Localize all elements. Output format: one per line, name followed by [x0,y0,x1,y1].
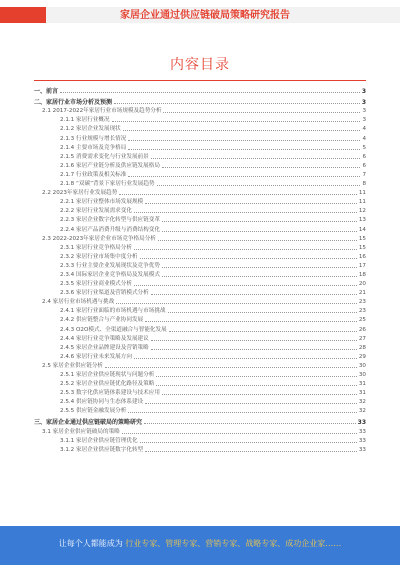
toc-dot-leader [158,240,357,241]
toc-dot-leader [128,412,357,413]
toc-entry-page: 21 [358,290,366,297]
toc-dot-leader [105,367,357,368]
toc-dot-leader [163,112,360,113]
toc-dot-leader [140,442,357,443]
toc-dot-leader [128,176,360,177]
toc-entry[interactable] [34,379,366,388]
toc-entry[interactable] [34,352,366,361]
toc-dot-leader [168,312,357,313]
toc-entry[interactable] [34,115,366,124]
toc-dot-leader [114,103,360,104]
toc-entry-label: 2.1.1 家居行业概况 [60,117,110,124]
toc-dot-leader [151,158,361,159]
toc-dot-leader [162,267,357,268]
toc-entry-page: 32 [358,399,366,406]
toc-entry-page: 6 [362,153,366,160]
toc-entry[interactable] [34,97,366,106]
toc-dot-leader [119,194,357,195]
toc-entry[interactable] [34,288,366,297]
toc-entry[interactable] [34,343,366,352]
toc-entry-page: 20 [358,281,366,288]
toc-entry[interactable] [34,406,366,415]
toc-dot-leader [145,403,357,404]
toc-entry-page: 12 [358,208,366,215]
toc-entry-label: 2.1.6 家居产业链分析及供应链发展格局 [60,162,160,169]
toc-entry-page: 33 [357,419,366,427]
toc-entry-label: 2.4 家居行业市场机遇与挑战 [42,299,115,306]
toc-entry-label: 2.1.4 主要市场及竞争格局 [60,144,127,151]
toc-entry[interactable] [34,206,366,215]
toc-entry-label: 3.1 家居企业供应链破局的策略 [42,428,120,435]
toc-entry-label: 2.1.5 消费需求变化与行业发展前景 [60,153,149,160]
toc-entry[interactable] [34,388,366,397]
toc-entry-page: 3 [362,108,366,115]
toc-entry-label: 2.2 2023年家居行业发展趋势 [42,190,118,197]
toc-entry[interactable] [34,143,366,152]
toc-entry[interactable] [34,197,366,206]
toc-entry[interactable] [34,417,366,426]
toc-dot-leader [112,121,361,122]
toc-entry-page: 18 [358,271,366,278]
toc-entry-label: 2.1.7 行业政策及相关标准 [60,171,127,178]
toc-entry-label: 2.3.3 行业主要企业发展现状及竞争优势 [60,262,160,269]
toc-dot-leader [144,423,356,424]
toc-entry-label: 2.3.5 家居行业商业模式分析 [60,281,132,288]
toc-entry-label: 2.3.2 家居行业市场集中度分析 [60,253,138,260]
toc-entry-page: 33 [358,437,366,444]
toc-entry[interactable] [34,170,366,179]
toc-entry[interactable] [34,445,366,454]
toc-entry-label: 2.3.1 家居行业竞争格局分析 [60,244,132,251]
toc-entry[interactable] [34,297,366,306]
toc-entry[interactable] [34,279,366,288]
toc-entry[interactable] [34,86,366,95]
toc-entry-page: 25 [358,317,366,324]
toc-entry[interactable] [34,188,366,197]
toc-entry-page: 32 [358,408,366,415]
toc-entry-page: 31 [358,381,366,388]
toc-entry[interactable] [34,133,366,142]
toc-entry-page: 13 [358,217,366,224]
toc-entry-label: 2.3 2022-2023年家居企业市场竞争格局分析 [42,235,156,242]
footer-slogan-rest: 行业专家、管理专家、营销专家、战略专家、成功企业家…… [125,539,342,548]
toc-entry[interactable] [34,234,366,243]
toc-dot-leader [134,358,357,359]
toc-entry-label: 2.1 2017-2022年家居行业市场规模及趋势分析 [42,108,162,115]
toc-entry-label: 2.5.5 供应链金融发展分析 [60,408,127,415]
toc-entry[interactable] [34,436,366,445]
toc-entry-label: 2.4.1 家居行业面临的市场机遇与市场挑战 [60,308,166,315]
toc-entry-page: 23 [358,299,366,306]
toc-dot-leader [156,376,357,377]
toc-entry[interactable] [34,334,366,343]
toc-entry[interactable] [34,306,366,315]
toc-entry-page: 4 [362,135,366,142]
toc-entry-label: 2.2.1 家居行业整体市场发展规模 [60,199,144,206]
toc-dot-leader [151,340,357,341]
toc-entry[interactable] [34,124,366,133]
toc-entry-label: 2.2.3 家居企业数字化转型与供应链变革 [60,217,160,224]
toc-entry-page: 15 [358,244,366,251]
toc-entry[interactable] [34,106,366,115]
toc-dot-leader [151,349,357,350]
toc-dot-leader [162,394,357,395]
toc-entry[interactable] [34,426,366,435]
toc-dot-leader [145,451,357,452]
toc-entry-page: 23 [358,308,366,315]
toc-entry-page: 14 [358,226,366,233]
toc-entry-label: 2.4.6 家居行业未来发展方向 [60,353,132,360]
toc-entry-page: 29 [358,353,366,360]
toc-entry-page: 3 [361,88,366,96]
toc-dot-leader [134,285,357,286]
toc-entry-page: 31 [358,390,366,397]
toc-dot-leader [162,231,357,232]
toc-entry[interactable] [34,179,366,188]
toc-entry[interactable] [34,270,366,279]
toc-entry-label: 2.4.5 家居企业品牌建设及营销策略 [60,344,149,351]
table-of-contents [34,86,366,454]
toc-title: 内容目录 [170,57,230,73]
footer-banner [0,526,400,565]
toc-entry-page: 16 [358,253,366,260]
toc-dot-leader [145,321,357,322]
toc-entry-label: 2.5.1 家居企业供应链现状与问题分析 [60,372,155,378]
toc-dot-leader [128,149,360,150]
toc-entry-page: 4 [362,126,366,133]
toc-entry-page: 30 [358,372,366,378]
toc-entry[interactable] [34,361,366,370]
toc-entry-page: 6 [362,162,366,169]
toc-entry-page: 3 [362,117,366,124]
toc-entry-label: 2.4.2 供应链整合与产业协同发展 [60,317,144,324]
toc-entry-label: 2.4.3 O2O模式、全渠道融合与智能化发展 [60,326,167,333]
toc-entry-page: 5 [362,144,366,151]
toc-entry-label: 二、家居行业市场分析及预测 [34,99,113,107]
toc-entry[interactable] [34,370,366,379]
toc-dot-leader [123,130,361,131]
toc-entry[interactable] [34,152,366,161]
toc-entry-label: 2.5.3 数字化供应链体系建设与技术应用 [60,390,160,397]
toc-entry-page: 26 [358,326,366,333]
toc-dot-leader [60,92,360,93]
toc-dot-leader [145,203,357,204]
toc-entry[interactable] [34,224,366,233]
toc-entry[interactable] [34,243,366,252]
toc-dot-leader [157,185,361,186]
toc-entry-page: 11 [358,190,366,197]
toc-dot-leader [162,167,361,168]
toc-entry-label: 2.1.3 行业规模与增长情况 [60,135,127,142]
toc-entry-page: 17 [358,262,366,269]
toc-dot-leader [122,433,357,434]
toc-dot-leader [162,221,357,222]
toc-entry-page: 8 [362,181,366,188]
toc-entry-label: 2.5.4 供应链协同与生态体系建设 [60,399,144,406]
toc-entry-label: 2.4.4 家居行业竞争策略及发展建议 [60,335,149,342]
header-accent-block [0,7,46,23]
toc-entry-label: 3.1.2 家居企业供应链数字化转型 [60,446,144,453]
toc-entry-page: 27 [358,335,366,342]
toc-entry-label: 2.2.2 家居行业发展需求变化 [60,208,132,215]
toc-entry-label: 2.3.6 家居行业渠道及营销模式分析 [60,290,149,297]
toc-entry-label: 三、家居企业通过供应链破局的策略研究 [34,419,143,427]
toc-entry-page: 7 [362,171,366,178]
toc-entry-page: 3 [361,99,366,107]
toc-entry-page: 28 [358,344,366,351]
toc-entry-label: 2.3.4 国际家居企业竞争格局及发展模式 [60,271,160,278]
toc-dot-leader [162,276,357,277]
toc-title-divider [34,80,366,81]
toc-dot-leader [169,331,357,332]
toc-dot-leader [151,294,357,295]
toc-entry[interactable] [34,252,366,261]
toc-entry-label: 2.2.4 家居产品消费升级与消费结构变化 [60,226,160,233]
toc-dot-leader [134,212,357,213]
toc-dot-leader [140,258,357,259]
toc-entry[interactable] [34,215,366,224]
toc-entry-page: 30 [358,362,366,369]
footer-slogan [0,537,400,551]
toc-entry-label: 一、前言 [34,88,59,96]
toc-dot-leader [156,385,357,386]
toc-entry[interactable] [34,397,366,406]
toc-entry-label: 2.5 家居企业供应链分析 [42,362,104,369]
toc-dot-leader [116,303,357,304]
footer-slogan-lead: 让每个人都能成为 [58,539,123,548]
toc-entry[interactable] [34,324,366,333]
toc-entry[interactable] [34,161,366,170]
toc-entry-page: 15 [358,235,366,242]
toc-entry-page: 33 [358,428,366,435]
toc-entry-label: 2.1.8 “双碳”背景下家居行业发展趋势 [60,181,155,188]
toc-entry-page: 33 [358,446,366,453]
toc-entry[interactable] [34,261,366,270]
toc-entry-page: 11 [358,199,366,206]
report-title: 家居企业通过供应链破局策略研究报告 [120,10,290,21]
toc-entry-label: 2.5.2 家居企业供应链优化路径及策略 [60,381,155,388]
toc-entry[interactable] [34,315,366,324]
toc-entry-label: 2.1.2 家居企业发展现状 [60,126,121,133]
toc-dot-leader [128,140,360,141]
toc-dot-leader [134,249,357,250]
toc-entry-label: 3.1.1 家居企业供应链管理优化 [60,437,138,444]
